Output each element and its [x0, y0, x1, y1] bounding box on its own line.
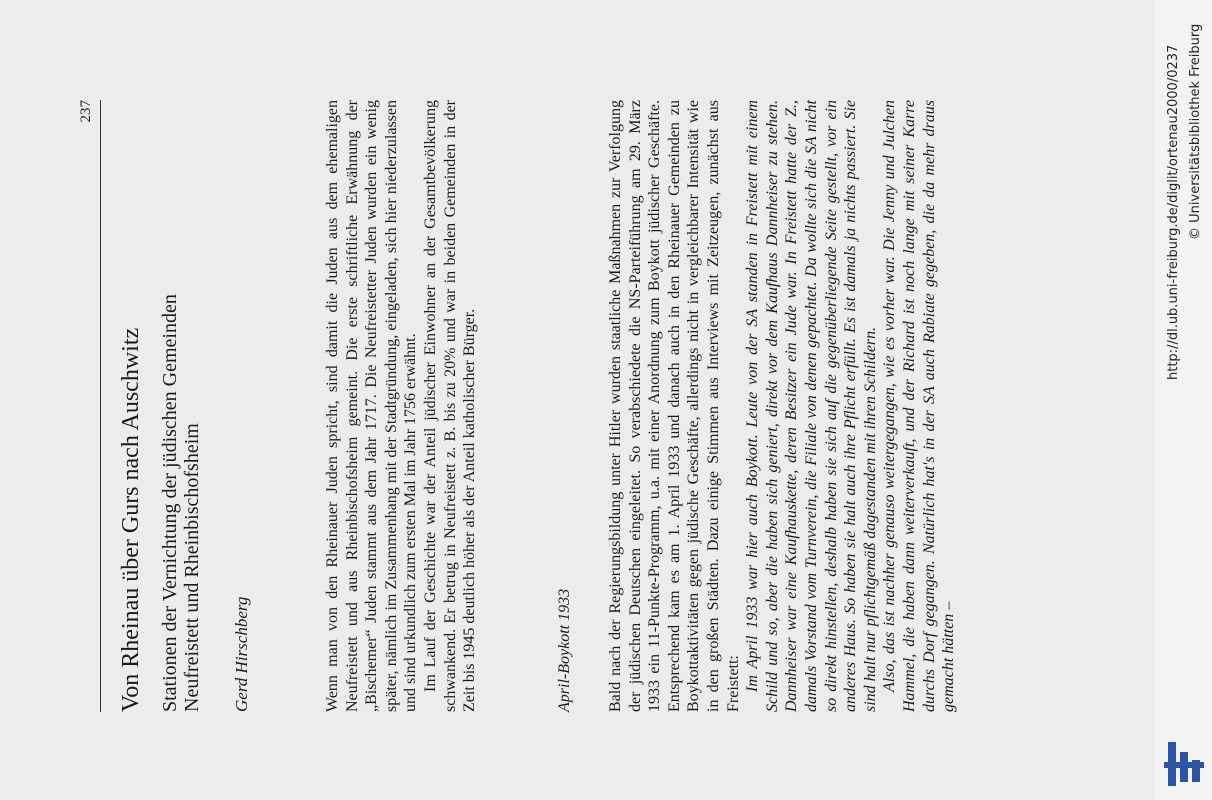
author: Gerd Hirschberg — [232, 596, 251, 712]
paragraph: Bald nach der Regierungsbildung unter Hitler wurden staatliche Maßnahmen zur Verfolgung der jüdischen Deutschen eingeleitet. So verabschiedete die NS-Parteiführung am 29. März 1933 ein 11-Punkte-Programm, u.a. mit einer Anordnung zum Boykott jüdischer Geschäfte. Entsprechend kam es am 1. April 1933 und danach auch in den Rheinauer Gemeinden zu Boykottaktivitäten gegen jüdische Geschäfte, allerdings nicht in vergleichbarer Intensität wie in den großen Städten. Dazu einige Stimmen aus Interviews mit Zeitzeugen, zunächst aus Freistett: — [607, 100, 742, 712]
subtitle-line: Neufreistett und Rheinbischofsheim — [181, 423, 203, 712]
header-rule — [100, 100, 101, 712]
article-title: Von Rheinau über Gurs nach Auschwitz — [118, 327, 144, 712]
section-heading: April-Boykott 1933 — [556, 588, 573, 712]
copyright-notice: © Universitätsbibliothek Freiburg — [1188, 23, 1203, 240]
paragraph: Wenn man von den Rheinauer Juden spricht, sind damit die Juden aus dem ehemaligen Neufreistett und aus Rheinbischofsheim gemeint. Die erste schriftliche Erwähnung der „Bischemer“ Juden stammt aus dem Jahr 1717. Die Neufreistetter Juden wurden ein wenig später, nämlich im Zusammenhang mit der Stadtgründung, eingeladen, sich hier niederzulassen und sind urkundlich zum ersten Mal im Jahr 1756 erwähnt. — [324, 100, 420, 712]
margin-strip — [1155, 0, 1212, 800]
article-subtitle — [159, 294, 203, 712]
library-logo — [1160, 742, 1206, 788]
quote-paragraph: Also, das ist nachher genauso weitergegangen, wie es vorher war. Die Jenny und Julchen Hammel, die haben dann weiterverkauft, und der Richard ist noch lange mit seiner Karre durchs Dorf gegangen. Natürlich hat's in der SA auch Rabiate gegeben, die da mehr draus gemacht hätten – — [881, 100, 958, 712]
intro-text — [323, 100, 480, 712]
paragraph: Im Lauf der Geschichte war der Anteil jüdischer Einwohner an der Gesamtbevölkerung schwankend. Er betrug in Neufreistett z. B. bis zu 20% und war in beiden Gemeinden in der Zeit bis 1945 deutlich höher als der Anteil katholischer Bürger. — [421, 100, 479, 712]
subtitle-line: Stationen der Vernichtung der jüdischen Gemeinden — [159, 294, 181, 712]
page-number: 237 — [78, 100, 94, 123]
source-url[interactable]: http://dl.ub.uni-freiburg.de/diglit/ortenau2000/0237 — [1166, 44, 1181, 380]
quote-paragraph: Im April 1933 war hier auch Boykott. Leute von der SA standen in Freistett mit einem Schild und so, aber die haben sich geniert, direkt vor dem Kaufhaus Dannheiser zu stehen. Dannheiser war eine Kaufhauskette, deren Besitzer ein Jude war. In Freistett hatte der Z., damals Vorstand vom Turnverein, die Filiale von denen gepachtet. Da wollte sich die SA nicht so direkt hinstellen, deshalb haben sie sich auf die gegenüberliegende Seite gestellt, vor ein anderes Haus. So haben sie halt auch ihre Pflicht erfüllt. Es ist damals ja nichts passiert. Sie sind halt nur pflichtgemäß dagestanden mit ihren Schildern. — [744, 100, 879, 712]
section-text — [606, 100, 959, 712]
